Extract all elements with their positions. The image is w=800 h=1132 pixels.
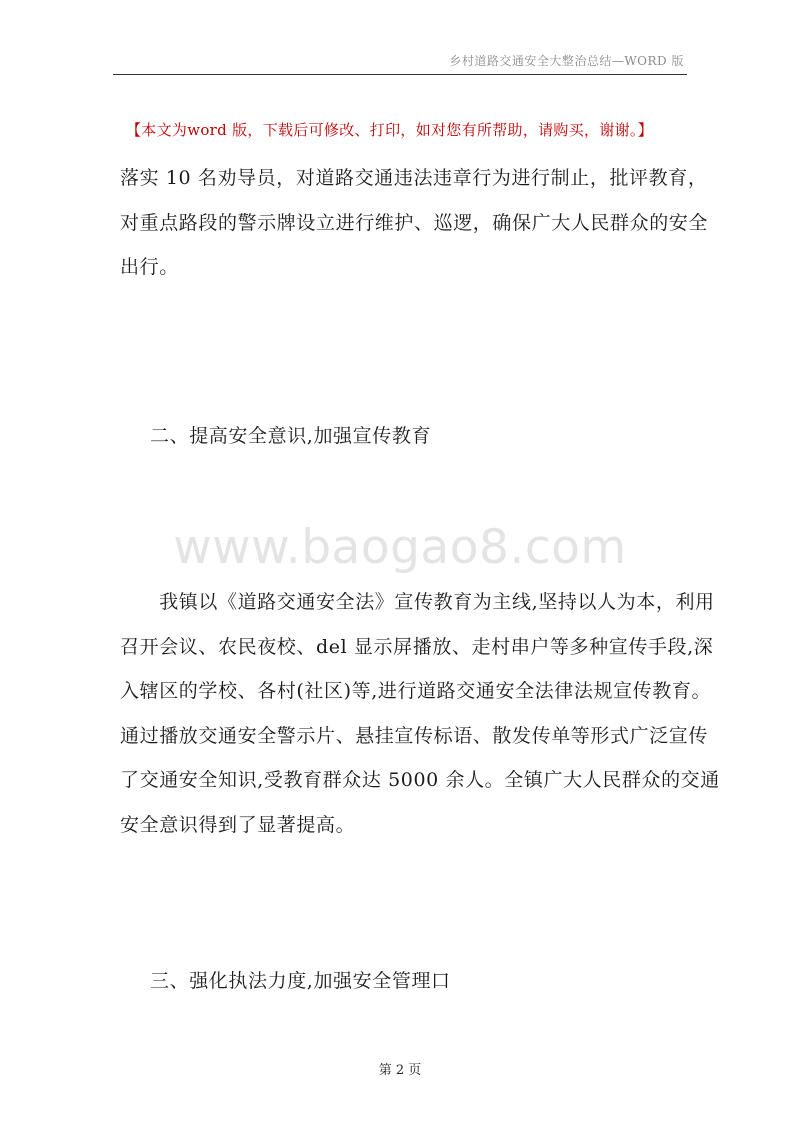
- paragraph-line: 对重点路段的警示牌设立进行维护、巡逻，确保广大人民群众的安全: [120, 211, 709, 234]
- paragraph-1: [120, 156, 709, 290]
- download-notice: 【本文为word 版，下载后可修改、打印，如对您有所帮助，请购买，谢谢。】: [126, 121, 654, 139]
- header-title: 乡村道路交通安全大整治总结—WORD 版: [449, 54, 684, 68]
- paragraph-line: 我镇以《道路交通安全法》宣传教育为主线,坚持以人为本，利用: [120, 591, 715, 613]
- watermark: www.baogao8.com: [173, 520, 627, 575]
- paragraph-line: 出行。: [120, 256, 179, 278]
- paragraph-2: [120, 580, 720, 847]
- paragraph-line: 召开会议、农民夜校、del 显示屏播放、走村串户等多种宣传手段,深: [120, 635, 714, 658]
- paragraph-line: 入辖区的学校、各村(社区)等,进行道路交通安全法律法规宣传教育。: [120, 680, 712, 702]
- paragraph-line: 通过播放交通安全警示片、悬挂宣传标语、散发传单等形式广泛宣传: [120, 724, 709, 747]
- section-heading-3: 三、强化执法力度,加强安全管理口: [150, 970, 451, 992]
- section-heading-2: 二、提高安全意识,加强宣传教育: [150, 425, 432, 447]
- header-divider: [113, 74, 687, 75]
- paragraph-line: 了交通安全知识,受教育群众达 5000 余人。全镇广大人民群众的交通: [120, 769, 720, 791]
- paragraph-line: 安全意识得到了显著提高。: [120, 813, 356, 836]
- paragraph-line: 落实 10 名劝导员，对道路交通违法违章行为进行制止，批评教育，: [120, 167, 708, 189]
- page-number: 第 2 页: [378, 1063, 422, 1078]
